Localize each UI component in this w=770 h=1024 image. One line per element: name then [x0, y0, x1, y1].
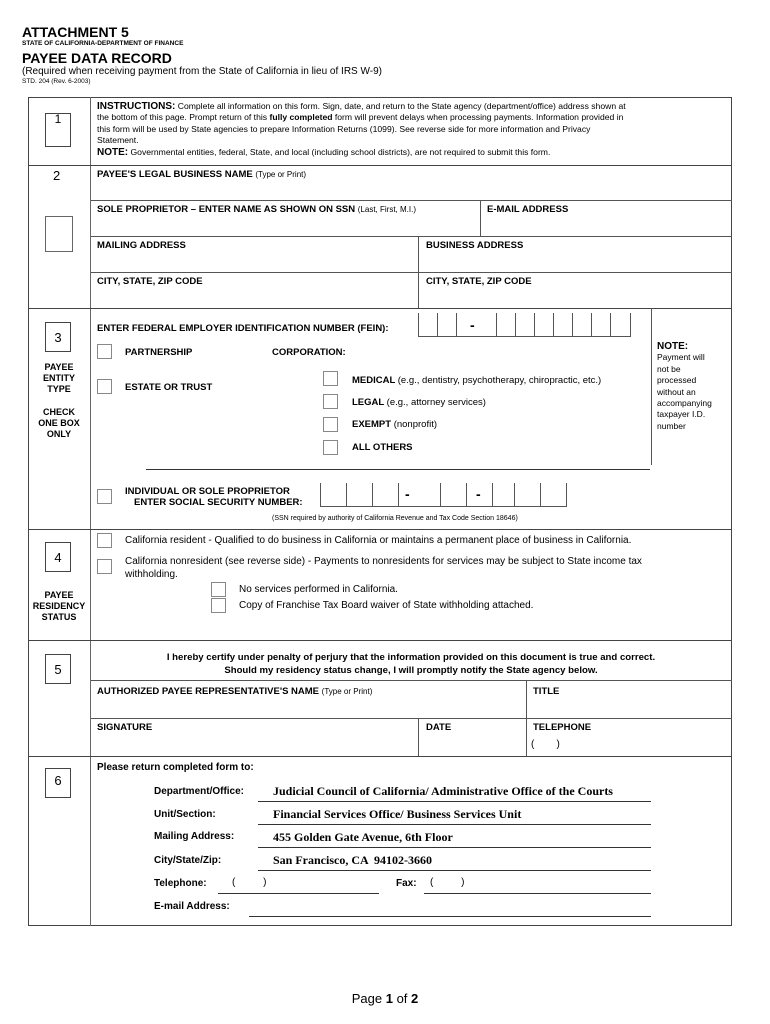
- estate-trust-checkbox[interactable]: [97, 379, 112, 394]
- telephone-label-6: Telephone:: [154, 878, 207, 889]
- sole-proprietor-field[interactable]: [91, 216, 479, 236]
- unit-value: Financial Services Office/ Business Services Unit: [273, 807, 522, 821]
- form-subtitle: (Required when receiving payment from the State of California in lieu of IRS W-9): [22, 66, 382, 77]
- legal-name-label: PAYEE'S LEGAL BUSINESS NAME (Type or Print): [97, 169, 307, 180]
- city-state-zip-label-2: CITY, STATE, ZIP CODE: [426, 276, 532, 287]
- nonresident-checkbox[interactable]: [97, 559, 112, 574]
- signature-field[interactable]: [91, 734, 417, 755]
- divider-1-2: [28, 165, 732, 166]
- sole-proprietor-label: SOLE PROPRIETOR – ENTER NAME AS SHOWN ON SSN (Last, First, M.I.): [97, 204, 416, 215]
- row-divider: [91, 718, 732, 719]
- partnership-checkbox[interactable]: [97, 344, 112, 359]
- ssn-field[interactable]: [320, 483, 567, 507]
- divider-5-6: [28, 756, 732, 757]
- note-column-divider: [651, 308, 652, 465]
- medical-label: MEDICAL (e.g., dentistry, psychotherapy, chiropractic, etc.): [352, 375, 602, 386]
- instructions-line-4: Statement.: [97, 135, 139, 146]
- title-field[interactable]: [528, 698, 731, 718]
- note-text: Governmental entities, federal, State, and local (including school districts), are not required to submit this form.: [128, 146, 551, 157]
- rep-name-field[interactable]: [91, 698, 525, 718]
- telephone-value-6[interactable]: ( ): [232, 877, 267, 888]
- row-divider: [91, 236, 732, 237]
- city-state-zip-field-2[interactable]: [420, 288, 731, 307]
- row-divider: [91, 680, 732, 681]
- signature-label: SIGNATURE: [97, 722, 153, 733]
- department-underline: [258, 801, 651, 802]
- page-number: Page 1 of 2: [351, 991, 419, 1006]
- telephone-label: TELEPHONE: [533, 722, 592, 733]
- exempt-label: EXEMPT (nonprofit): [352, 419, 438, 430]
- department-value: Judicial Council of California/ Administrative Office of the Courts: [273, 784, 613, 798]
- instructions-emphasis: fully completed: [269, 112, 333, 123]
- mailing-underline: [258, 847, 651, 848]
- attachment-title: ATTACHMENT 5: [22, 24, 129, 40]
- title-label: TITLE: [533, 686, 560, 697]
- entity-separator: [146, 469, 650, 470]
- city-underline: [258, 870, 651, 871]
- resident-label: California resident - Qualified to do business in California or maintains a permanent place of business in California.: [125, 535, 632, 546]
- mailing-address-label-6: Mailing Address:: [154, 831, 235, 842]
- mailing-address-field[interactable]: [91, 252, 417, 272]
- unit-label: Unit/Section:: [154, 809, 216, 820]
- ssn-dash-2: -: [476, 486, 481, 502]
- agency-name: STATE OF CALIFORNIA-DEPARTMENT OF FINANCE: [22, 40, 184, 47]
- section-number-2: 2: [53, 168, 61, 183]
- legal-label: LEGAL (e.g., attorney services): [352, 397, 486, 408]
- row-divider: [91, 272, 732, 273]
- corporation-label: CORPORATION:: [272, 347, 346, 358]
- note-label: NOTE:: [97, 146, 129, 158]
- ssn-dash-1: -: [405, 486, 410, 502]
- section-number-1: 1: [45, 113, 71, 147]
- section-number-4: 4: [45, 542, 71, 572]
- entity-type-side-label: PAYEE ENTITY TYPE CHECK ONE BOX ONLY: [38, 362, 80, 439]
- fein-field[interactable]: [418, 313, 631, 337]
- col-divider: [418, 718, 419, 756]
- no-services-checkbox[interactable]: [211, 582, 226, 597]
- row-divider: [91, 200, 732, 201]
- date-label: DATE: [426, 722, 452, 733]
- mailing-address-value: 455 Golden Gate Avenue, 6th Floor: [273, 830, 453, 844]
- instructions-label: INSTRUCTIONS:: [97, 101, 176, 112]
- instructions-line-3: this form will be used by State agencies to prepare Information Returns (1099). See reverse side for more information and Privacy: [97, 123, 591, 134]
- individual-label: INDIVIDUAL OR SOLE PROPRIETOR ENTER SOCIAL SECURITY NUMBER:: [125, 486, 303, 508]
- mailing-address-label: MAILING ADDRESS: [97, 240, 186, 251]
- exempt-checkbox[interactable]: [323, 417, 338, 432]
- instructions-text: [97, 101, 722, 158]
- ssn-authority-note: (SSN required by authority of California Revenue and Tax Code Section 18646): [272, 515, 518, 522]
- fein-dash: -: [470, 317, 475, 333]
- individual-checkbox[interactable]: [97, 489, 112, 504]
- legal-name-field[interactable]: [91, 180, 731, 200]
- section-number-3: 3: [45, 322, 71, 352]
- unit-underline: [258, 824, 651, 825]
- business-address-field[interactable]: [420, 252, 731, 272]
- instructions-line-2a: the bottom of this page. Prompt return of this: [97, 112, 270, 123]
- instructions-line-1: Complete all information on this form. Sign, date, and return to the State agency (department/office) address shown at: [175, 101, 626, 111]
- email-field[interactable]: [481, 216, 731, 236]
- section-2-box: [45, 216, 73, 252]
- all-others-checkbox[interactable]: [323, 440, 338, 455]
- section-number-6: 6: [45, 768, 71, 798]
- form-title: PAYEE DATA RECORD: [22, 50, 172, 66]
- partnership-label: PARTNERSHIP: [125, 347, 193, 358]
- fax-underline: [424, 893, 651, 894]
- medical-checkbox[interactable]: [323, 371, 338, 386]
- payment-note: NOTE: Payment will not be processed without an accompanying taxpayer I.D. number: [657, 341, 712, 431]
- city-state-zip-label-1: CITY, STATE, ZIP CODE: [97, 276, 203, 287]
- nonresident-label: California nonresident (see reverse side) - Payments to nonresidents for services may be subject to State income tax withholding.: [125, 556, 642, 580]
- resident-checkbox[interactable]: [97, 533, 112, 548]
- residency-side-label: PAYEE RESIDENCY STATUS: [32, 590, 86, 622]
- instructions-line-2b: form will prevent delays when processing payments. Information provided in: [332, 112, 624, 123]
- telephone-underline: [218, 893, 379, 894]
- email-label-6: E-mail Address:: [154, 901, 230, 912]
- business-address-label: BUSINESS ADDRESS: [426, 240, 524, 251]
- city-state-zip-value: San Francisco, CA 94102-3660: [273, 853, 432, 867]
- department-label: Department/Office:: [154, 786, 245, 797]
- divider-2-3: [28, 308, 732, 309]
- waiver-checkbox[interactable]: [211, 598, 226, 613]
- form-id: STD. 204 (Rev. 6-2003): [22, 78, 91, 85]
- col-divider: [480, 200, 481, 236]
- rep-name-label: AUTHORIZED PAYEE REPRESENTATIVE'S NAME (Type or Print): [97, 686, 373, 697]
- legal-checkbox[interactable]: [323, 394, 338, 409]
- email-underline: [249, 916, 651, 917]
- fax-value[interactable]: ( ): [430, 877, 465, 888]
- fein-label: ENTER FEDERAL EMPLOYER IDENTIFICATION NUMBER (FEIN):: [97, 323, 389, 334]
- divider-4-5: [28, 640, 732, 641]
- email-field-6[interactable]: [249, 898, 651, 916]
- fax-label: Fax:: [396, 878, 417, 889]
- city-state-zip-label-6: City/State/Zip:: [154, 855, 222, 866]
- email-label: E-MAIL ADDRESS: [487, 204, 569, 215]
- telephone-field[interactable]: ( ): [531, 739, 560, 750]
- waiver-label: Copy of Franchise Tax Board waiver of State withholding attached.: [239, 600, 534, 611]
- certification-statement: I hereby certify under penalty of perjury that the information provided on this document is true and correct. Should my residency status change, I will promptly notify the State agency below.: [166, 652, 656, 676]
- city-state-zip-field-1[interactable]: [91, 288, 417, 307]
- all-others-label: ALL OTHERS: [352, 442, 413, 453]
- date-field[interactable]: [420, 734, 524, 755]
- divider-3-4: [28, 529, 732, 530]
- estate-trust-label: ESTATE OR TRUST: [125, 382, 213, 393]
- no-services-label: No services performed in California.: [239, 584, 398, 595]
- return-to-label: Please return completed form to:: [97, 762, 254, 773]
- section-number-5: 5: [45, 654, 71, 684]
